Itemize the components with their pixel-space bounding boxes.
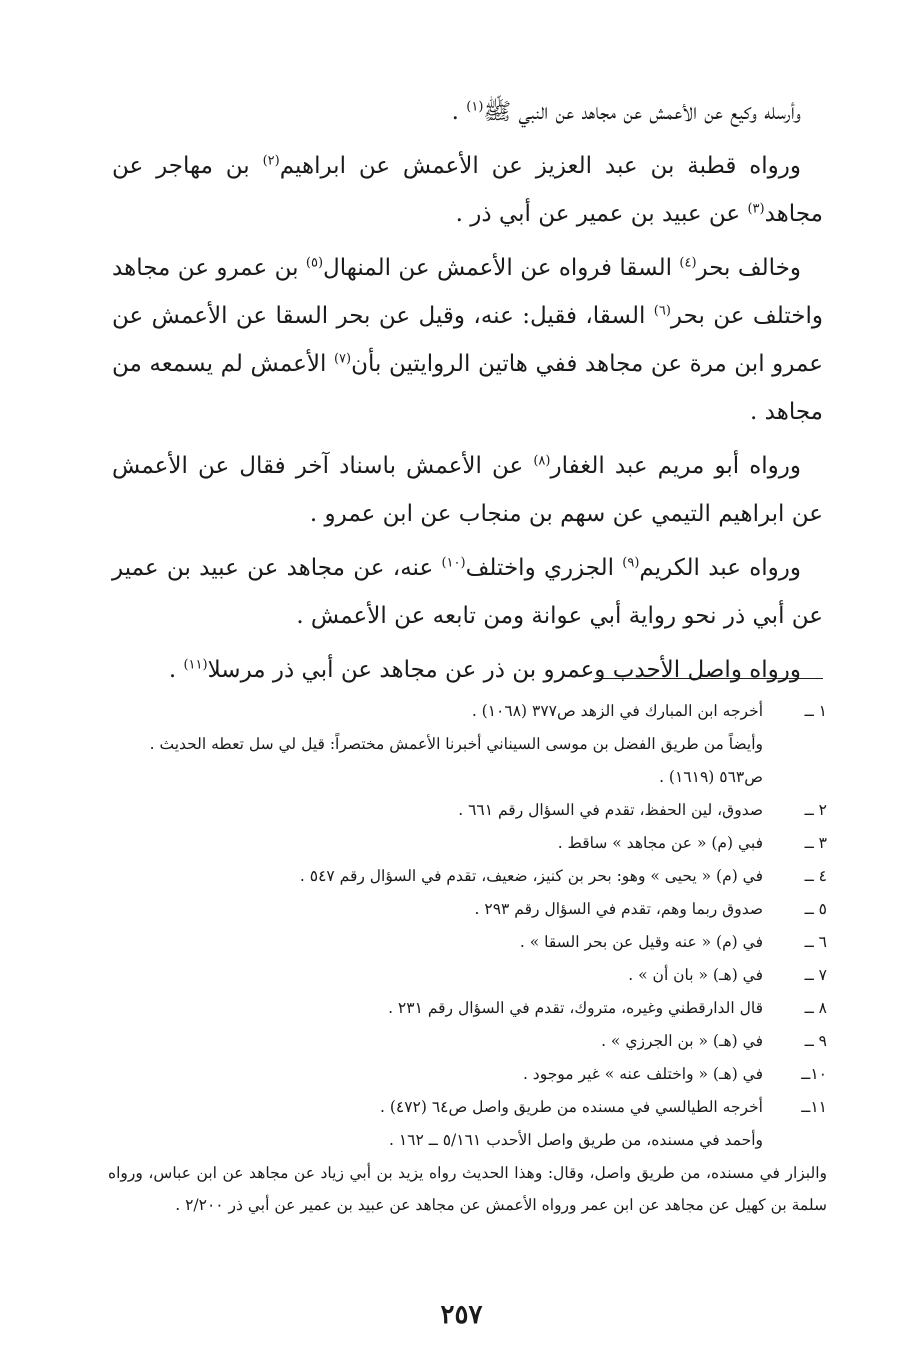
footnote-3 (108, 827, 827, 860)
paragraph-text: ورواه أبو مريم عبد الغفار (550, 453, 801, 479)
footnote-ref-9: (٩) (622, 555, 640, 571)
footnote-6 (108, 926, 827, 959)
footnote-text: في (هـ) « بان أن » . (628, 966, 763, 984)
footnote-number: ٧ ــ (804, 966, 827, 984)
paragraph-text: السقا فرواه عن الأعمش عن المنهال (323, 255, 680, 281)
footnote-text: فبي (م) « عن مجاهد » ساقط . (557, 834, 763, 852)
footnote-number: ١٠ــ (801, 1065, 827, 1083)
footnote-11-continuation: والبزار في مسنده، من طريق واصل، وقال: وهذا الحديث رواه يزيد بن أبي زياد عن مجاهد عن ابن عباس، ورواه سلمة بن كهيل عن مجاهد عن ابن عمر ورواه الأعمش عن مجاهد عن عبيد بن عمير عن أبي ذر ٢/٢٠٠ . (108, 1164, 827, 1214)
footnote-10 (108, 1058, 827, 1091)
footnote-ref-8: (٨) (533, 453, 551, 469)
paragraph-5 (112, 544, 823, 640)
paragraph-text: ورواه عبد الكريم (639, 555, 801, 581)
footnote-2 (108, 794, 827, 827)
main-text (112, 88, 823, 700)
footnote-ref-4: (٤) (679, 255, 697, 271)
footnote-number: ٥ ــ (804, 900, 827, 918)
footnote-ref-7: (٧) (333, 351, 352, 367)
footnote-ref-11: (١١) (183, 657, 208, 673)
footnote-number: ١ ــ (804, 702, 827, 720)
paragraph-text: بن عمرو عن مجاهد واختلف عن بحر (112, 255, 823, 329)
footnote-number: ٨ ــ (804, 999, 827, 1017)
footnote-5 (108, 893, 827, 926)
paragraph-text: عن الأعمش باسناد آخر فقال عن الأعمش عن ابراهيم التيمي عن سهم بن منجاب عن ابن عمرو . (112, 453, 823, 527)
paragraph-text: بن مهاجر عن مجاهد (112, 153, 823, 227)
paragraph-text: السقا، فقيل: عنه، وقيل عن بحر السقا عن الأعمش عن عمرو ابن مرة عن مجاهد ففي هاتين الروايتين بأن (112, 303, 823, 377)
paragraph-3 (112, 244, 823, 436)
paragraph-text: ورواه واصل الأحدب وعمرو بن ذر عن مجاهد عن أبي ذر مرسلا (207, 657, 801, 683)
footnote-ref-2: (٢) (262, 153, 280, 169)
paragraph-1 (112, 88, 823, 136)
footnote-text: في (هـ) « واختلف عنه » غير موجود . (522, 1065, 763, 1083)
paragraph-4 (112, 442, 823, 538)
footnote-text: قال الدارقطني وغيره، متروك، تقدم في السؤال رقم ٢٣١ . (388, 999, 763, 1017)
paragraph-text: وأرسله وكيع عن الأعمش عن مجاهد عن النبي ﷺ (483, 99, 801, 125)
footnote-number: ٦ ــ (804, 933, 827, 951)
footnote-11 (108, 1091, 827, 1124)
paragraph-text: عن عبيد بن عمير عن أبي ذر . (455, 201, 748, 227)
footnote-8 (108, 992, 827, 1025)
footnote-text: في (م) « عنه وقيل عن بحر السقا » . (519, 933, 763, 951)
footnote-ref-3: (٣) (747, 201, 765, 217)
footnotes (108, 695, 827, 1221)
footnote-separator (595, 678, 823, 679)
paragraph-6 (112, 646, 823, 694)
paragraph-text: عنه، عن مجاهد عن عبيد بن عمير عن أبي ذر نحو رواية أبي عوانة ومن تابعه عن الأعمش . (112, 555, 823, 629)
paragraph-text: الجزري واختلف (465, 555, 623, 581)
paragraph-text: . (168, 657, 184, 683)
paragraph-2 (112, 142, 823, 238)
footnote-11-continuation: وأحمد في مسنده، من طريق واصل الأحدب ٥/١٦١ ــ ١٦٢ . (388, 1131, 763, 1149)
footnote-7 (108, 959, 827, 992)
footnote-text: أخرجه ابن المبارك في الزهد ص٣٧٧ (١٠٦٨) . (471, 702, 763, 720)
footnote-text: أخرجه الطيالسي في مسنده من طريق واصل ص٦٤ (٤٧٢) . (379, 1098, 763, 1116)
footnote-ref-1: (١) (466, 99, 484, 115)
footnote-text: في (هـ) « بن الجرزي » . (601, 1032, 763, 1050)
page-number: ٢٥٧ (440, 1300, 483, 1330)
footnote-number: ٢ ــ (804, 801, 827, 819)
footnote-1 (108, 695, 827, 728)
footnote-number: ٣ ــ (804, 834, 827, 852)
footnote-1-continuation: ص٥٦٣ (١٦١٩) . (659, 768, 763, 786)
footnote-9 (108, 1025, 827, 1058)
paragraph-text: . (451, 99, 467, 125)
footnote-number: ١١ــ (801, 1098, 827, 1116)
footnote-text: في (م) « يحيى » وهو: بحر بن كنيز، ضعيف، تقدم في السؤال رقم ٥٤٧ . (299, 867, 763, 885)
footnote-4 (108, 860, 827, 893)
footnote-1-continuation: وأيضاً من طريق الفضل بن موسى السيناني أخبرنا الأعمش مختصراً: قيل لي سل تعطه الحديث . (149, 735, 763, 753)
footnote-ref-5: (٥) (305, 255, 324, 271)
paragraph-text: ورواه قطبة بن عبد العزيز عن الأعمش عن ابراهيم (279, 153, 801, 179)
footnote-ref-6: (٦) (653, 303, 671, 319)
paragraph-text: الأعمش لم يسمعه من مجاهد . (112, 351, 823, 425)
paragraph-text: وخالف بحر (696, 255, 801, 281)
footnote-text: صدوق ربما وهم، تقدم في السؤال رقم ٢٩٣ . (474, 900, 763, 918)
footnote-number: ٤ ــ (804, 867, 827, 885)
footnote-text: صدوق، لين الحفظ، تقدم في السؤال رقم ٦٦١ . (458, 801, 763, 819)
footnote-number: ٩ ــ (804, 1032, 827, 1050)
footnote-ref-10: (١٠) (441, 555, 466, 571)
